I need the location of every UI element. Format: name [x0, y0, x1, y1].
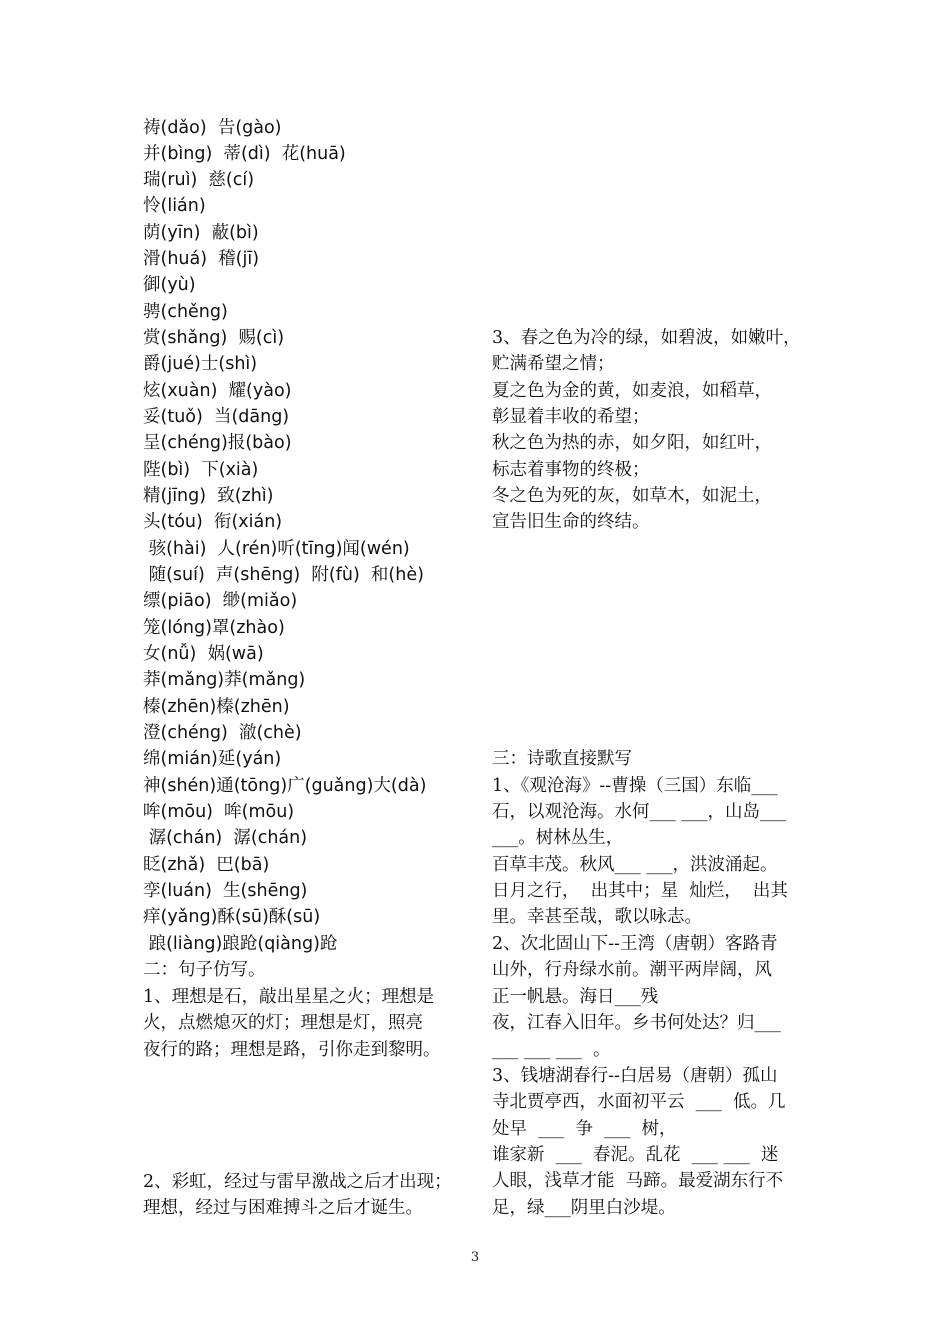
poem-line: 寺北贾亭西，水面初平云 ___ 低。几 [492, 1092, 786, 1112]
page-number: 3 [470, 1250, 480, 1265]
pinyin-line: 骋(chěng) [143, 302, 228, 322]
pinyin-line: 痒(yǎng)酥(sū)酥(sū) [143, 907, 321, 927]
pinyin-line: 莽(mǎng)莽(mǎng) [143, 670, 306, 690]
poem-line: 山外，行舟绿水前。潮平两岸阔，风 [492, 960, 772, 980]
pinyin-line: 怜(lián) [143, 196, 206, 216]
pinyin-line: 女(nǚ) 娲(wā) [143, 644, 264, 664]
sentence-line: 3、春之色为冷的绿，如碧波，如嫩叶， [492, 328, 801, 348]
sentence-line: 冬之色为死的灰，如草木，如泥土， [492, 486, 772, 506]
pinyin-line: 并(bìng) 蒂(dì) 花(huā) [143, 144, 346, 164]
pinyin-line: 澄(chéng) 澈(chè) [143, 723, 302, 743]
poem-line: 1、《观沧海》--曹操（三国）东临___ [492, 776, 778, 796]
pinyin-line: 踉(liàng)踉跄(qiàng)跄 [143, 934, 338, 954]
poem-line: 足，绿___阴里白沙堤。 [492, 1198, 676, 1218]
sentence-line: 火，点燃熄灭的灯；理想是灯，照亮 [143, 1013, 423, 1033]
poem-line: 2、次北固山下--王湾（唐朝）客路青 [492, 934, 778, 954]
poem-line: ___ ___ ___ 。 [492, 1040, 611, 1060]
pinyin-line: 御(yù) [143, 275, 196, 295]
section-heading: 三：诗歌直接默写 [492, 749, 632, 769]
sentence-line: 理想，经过与困难搏斗之后才诞生。 [143, 1198, 423, 1218]
pinyin-line: 滑(huá) 稽(jī) [143, 249, 260, 269]
pinyin-line: 笼(lóng)罩(zhào) [143, 618, 285, 638]
poem-line: 里。幸甚至哉，歌以咏志。 [492, 907, 702, 927]
pinyin-line: 哞(mōu) 哞(mōu) [143, 802, 295, 822]
pinyin-line: 随(suí) 声(shēng) 附(fù) 和(hè) [143, 565, 424, 585]
pinyin-line: 潺(chán) 潺(chán) [143, 828, 308, 848]
sentence-line: 夏之色为金的黄，如麦浪，如稻草， [492, 381, 772, 401]
pinyin-line: 呈(chéng)报(bào) [143, 433, 292, 453]
poem-line: 百草丰茂。秋风___ ___，洪波涌起。 [492, 855, 778, 875]
pinyin-line: 妥(tuǒ) 当(dāng) [143, 407, 290, 427]
pinyin-line: 瑞(ruì) 慈(cí) [143, 170, 255, 190]
pinyin-line: 精(jīng) 致(zhì) [143, 486, 274, 506]
pinyin-line: 荫(yīn) 蔽(bì) [143, 223, 259, 243]
poem-line: 日月之行， 出其中；星 灿烂， 出其 [492, 881, 788, 901]
poem-line: 正一帆悬。海日___残 [492, 987, 659, 1007]
poem-line: 夜，江春入旧年。乡书何处达？归___ [492, 1013, 781, 1033]
poem-line: 处早 ___ 争 ___ 树， [492, 1119, 677, 1139]
sentence-line: 2、彩虹，经过与雷早激战之后才出现； [143, 1172, 452, 1192]
sentence-line: 彰显着丰收的希望； [492, 407, 650, 427]
pinyin-line: 眨(zhǎ) 巴(bā) [143, 855, 270, 875]
poem-line: 谁家新 ___ 春泥。乱花 ___ ___ 迷 [492, 1145, 779, 1165]
sentence-line: 夜行的路；理想是路，引你走到黎明。 [143, 1040, 441, 1060]
pinyin-line: 炫(xuàn) 耀(yào) [143, 381, 292, 401]
sentence-line: 宣告旧生命的终结。 [492, 512, 650, 532]
pinyin-line: 神(shén)通(tōng)广(guǎng)大(dà) [143, 776, 427, 796]
pinyin-line: 孪(luán) 生(shēng) [143, 881, 308, 901]
section-heading: 二：句子仿写。 [143, 960, 266, 980]
pinyin-line: 骇(hài) 人(rén)听(tīng)闻(wén) [143, 539, 410, 559]
poem-line: 石，以观沧海。水何___ ___，山岛___ [492, 802, 787, 822]
sentence-line: 1、理想是石，敲出星星之火；理想是 [143, 987, 435, 1007]
pinyin-line: 头(tóu) 衔(xián) [143, 512, 283, 532]
pinyin-line: 赏(shǎng) 赐(cì) [143, 328, 285, 348]
sentence-line: 贮满希望之情； [492, 354, 615, 374]
pinyin-line: 陛(bì) 下(xià) [143, 460, 259, 480]
pinyin-line: 榛(zhēn)榛(zhēn) [143, 697, 290, 717]
poem-line: 人眼，浅草才能 马蹄。最爱湖东行不 [492, 1171, 784, 1191]
sentence-line: 秋之色为热的赤，如夕阳，如红叶， [492, 433, 772, 453]
poem-line: ___。树林丛生， [492, 828, 624, 848]
poem-line: 3、钱塘湖春行--白居易（唐朝）孤山 [492, 1066, 778, 1086]
pinyin-line: 绵(mián)延(yán) [143, 749, 282, 769]
pinyin-line: 缥(piāo) 缈(miǎo) [143, 591, 298, 611]
sentence-line: 标志着事物的终极； [492, 460, 650, 480]
pinyin-line: 爵(jué)士(shì) [143, 354, 258, 374]
pinyin-line: 祷(dǎo) 告(gào) [143, 118, 282, 138]
